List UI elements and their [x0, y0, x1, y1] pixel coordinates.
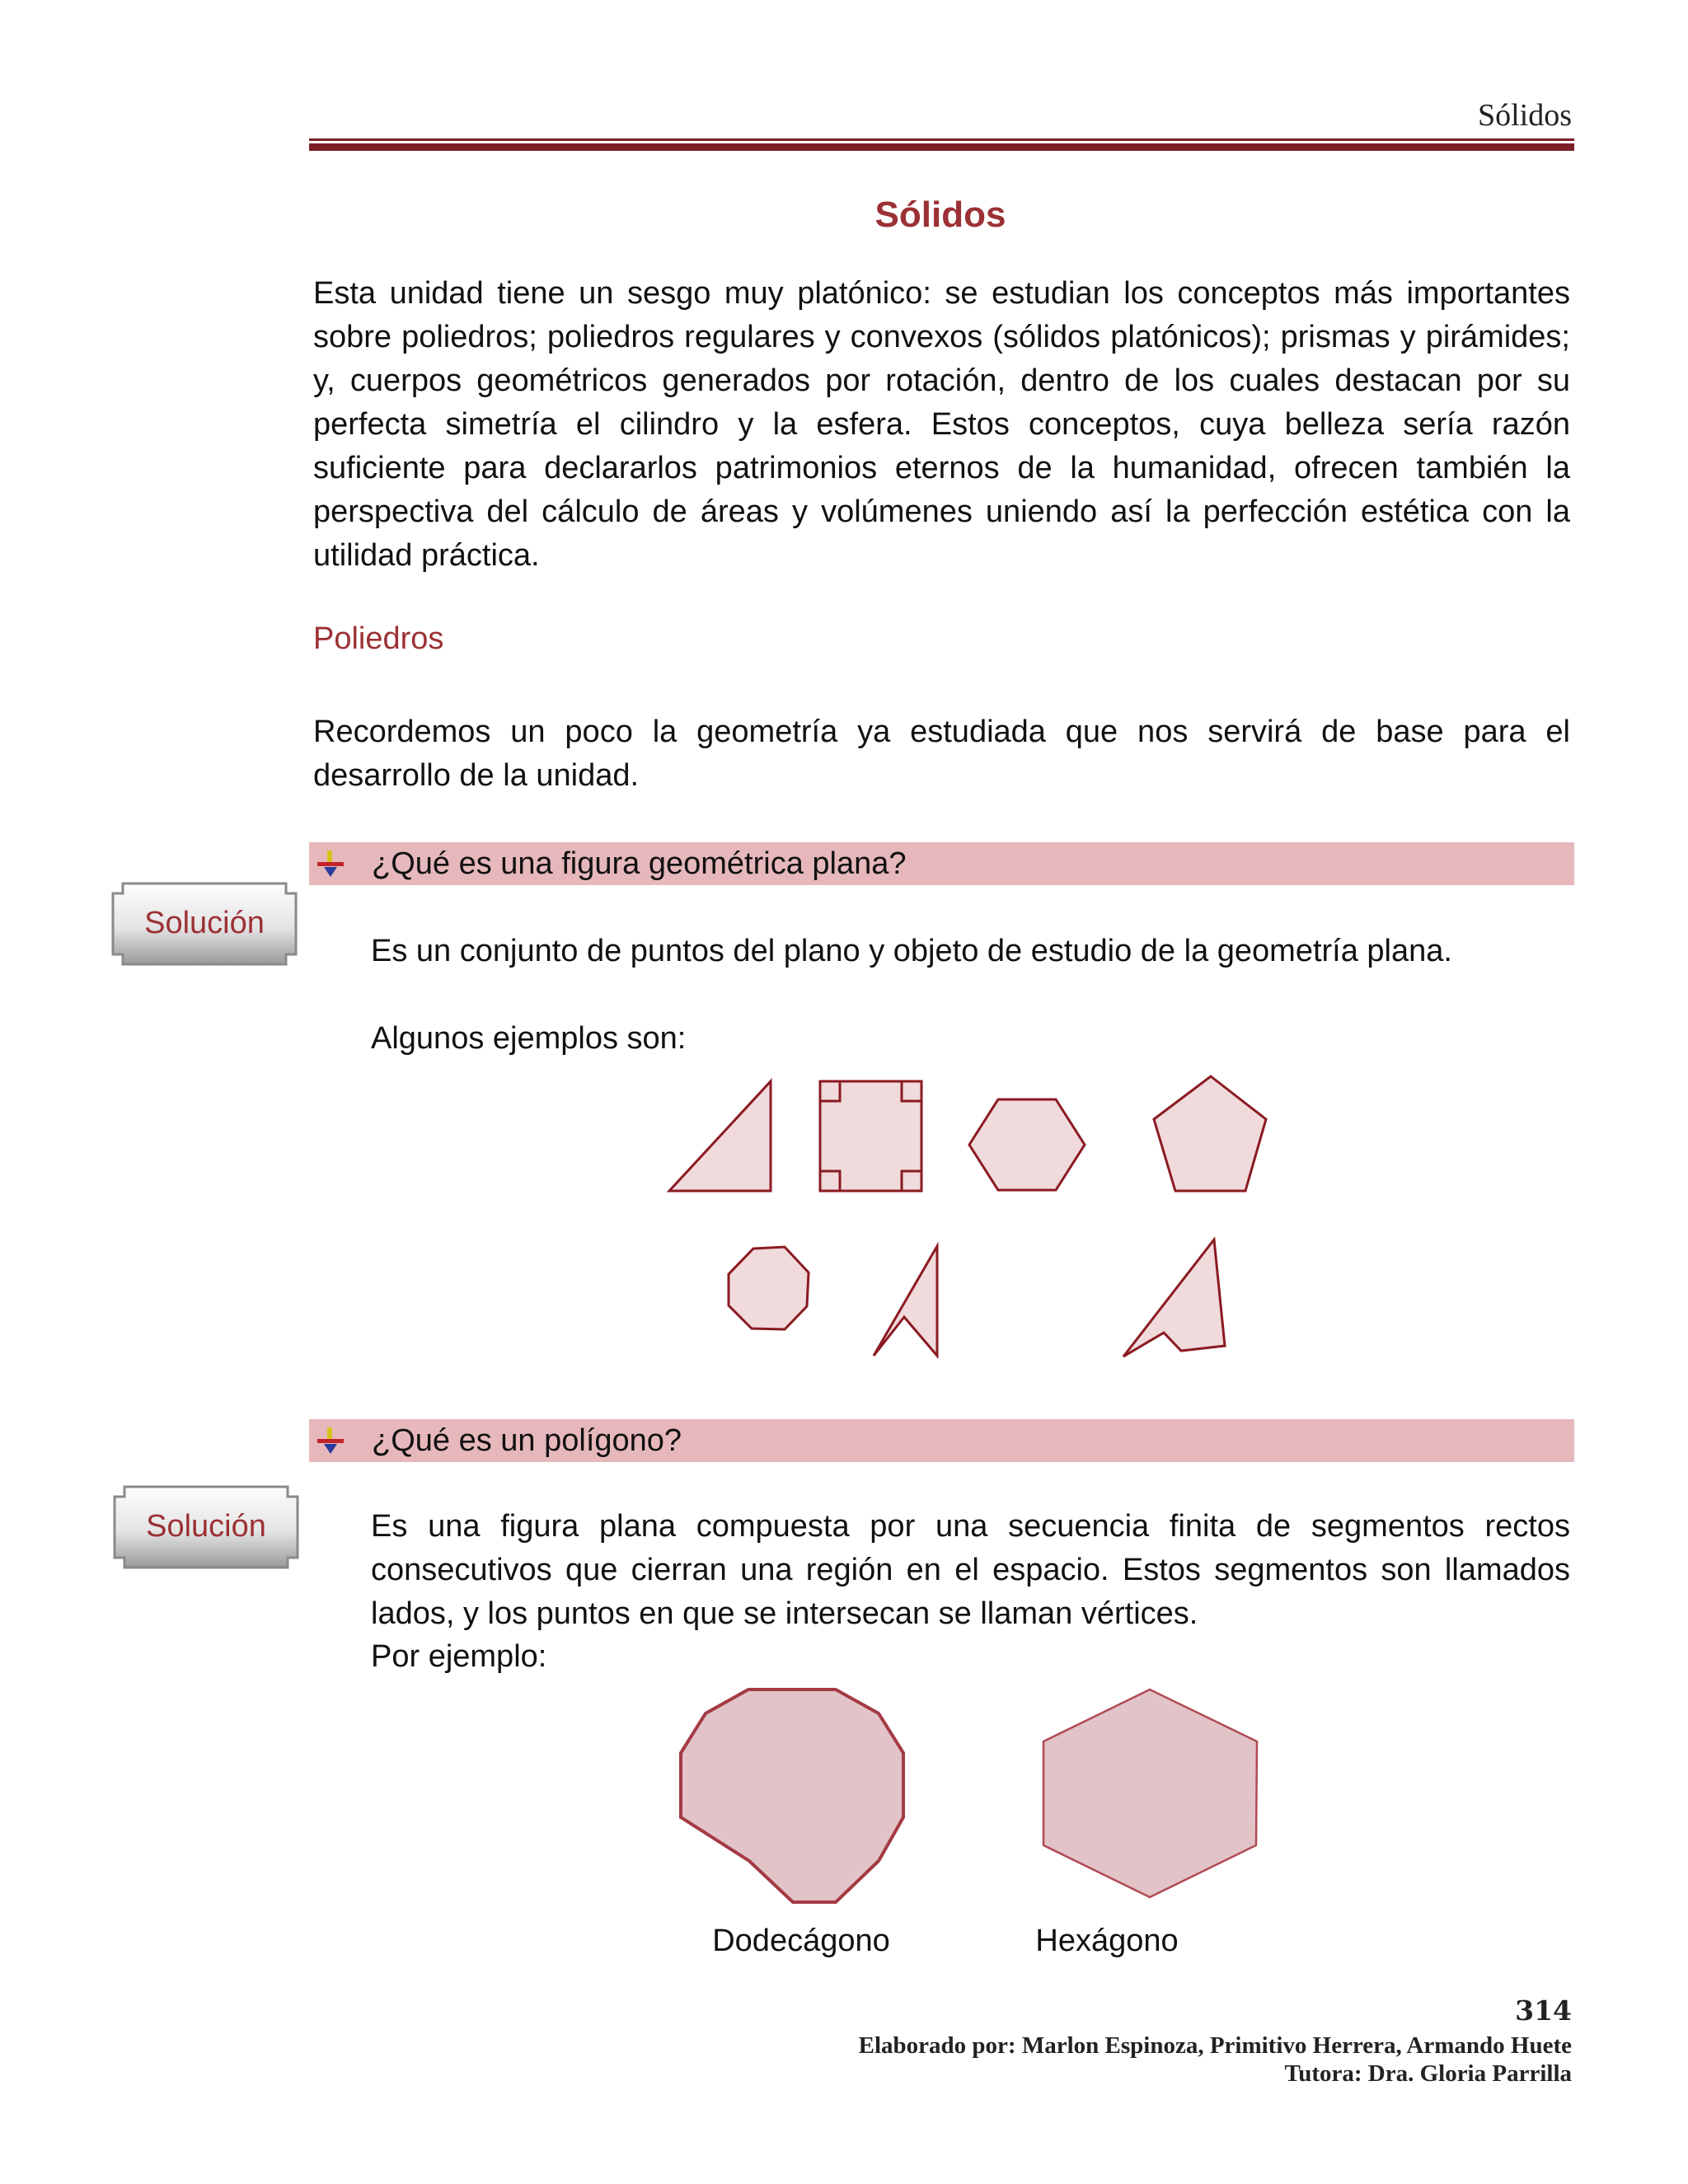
question-text-2: ¿Qué es un polígono?: [372, 1423, 682, 1458]
hexagon-shape: [969, 1099, 1085, 1190]
plane-figures: [659, 1063, 1286, 1376]
octagon-shape: [729, 1247, 809, 1329]
pentagon-shape: [1154, 1076, 1266, 1191]
solution-button-1[interactable]: [111, 882, 298, 968]
solution-label-2: Solución: [146, 1509, 266, 1544]
polygon-figures: [659, 1673, 1286, 1912]
hexagon-label: Hexágono: [1035, 1924, 1179, 1958]
bullet-arrow-icon: [316, 849, 345, 879]
intro-paragraph: Esta unidad tiene un sesgo muy platónico: se estudian los conceptos más importantes sobre poliedros; poliedros regulares y convexos (sólidos platónicos); prismas y pirámides; y, cuerpos geométricos generados por rotación, dentro de los cuales destacan por su perfecta simetría el cilindro y la esfera. Estos conceptos, cuya belleza sería razón suficiente para declararlos patrimonios eternos de la humanidad, ofrecen también la perspectiva del cálculo de áreas y volúmenes uniendo así la perfección estética con la utilidad práctica.: [313, 276, 1570, 573]
page-title: Sólidos: [874, 194, 1006, 235]
page-number: 314: [1515, 1994, 1572, 2027]
examples-intro-1: Algunos ejemplos son:: [371, 1021, 687, 1056]
square-shape: [820, 1081, 921, 1191]
triangle-shape: [669, 1081, 771, 1191]
header-rule: [309, 138, 1574, 141]
answer-1: Es un conjunto de puntos del plano y objeto de estudio de la geometría plana.: [371, 934, 1452, 968]
section-heading: Poliedros: [313, 621, 444, 656]
irregular-concave-shape: [1123, 1240, 1225, 1357]
bullet-arrow-icon: [316, 1426, 345, 1455]
footer-authors: Elaborado por: Marlon Espinoza, Primitivo Herrera, Armando Huete: [858, 2032, 1572, 2059]
concave-arrow-shape: [874, 1246, 937, 1356]
solution-button-2[interactable]: [113, 1485, 299, 1571]
dodecagon-shape: [681, 1690, 903, 1902]
question-bar-2: [309, 1419, 1574, 1462]
examples-intro-2: Por ejemplo:: [371, 1639, 547, 1674]
question-bar-1: [309, 842, 1574, 885]
dodecagon-label: Dodecágono: [712, 1924, 890, 1958]
hexagon-large-shape: [1043, 1690, 1257, 1897]
footer-tutor: Tutora: Dra. Gloria Parrilla: [1284, 2060, 1572, 2087]
question-text-1: ¿Qué es una figura geométrica plana?: [372, 846, 907, 881]
running-header: Sólidos: [1477, 98, 1572, 133]
header-rule-thick: [309, 143, 1574, 151]
section-paragraph: Recordemos un poco la geometría ya estudiada que nos servirá de base para el desarrollo de la unidad.: [313, 715, 1570, 793]
solution-label-1: Solución: [144, 906, 265, 940]
answer-2: Es una figura plana compuesta por una secuencia finita de segmentos rectos consecutivos que cierran una región en el espacio. Estos segmentos son llamados lados, y los puntos en que se intersecan se llaman vértices.: [371, 1509, 1570, 1631]
